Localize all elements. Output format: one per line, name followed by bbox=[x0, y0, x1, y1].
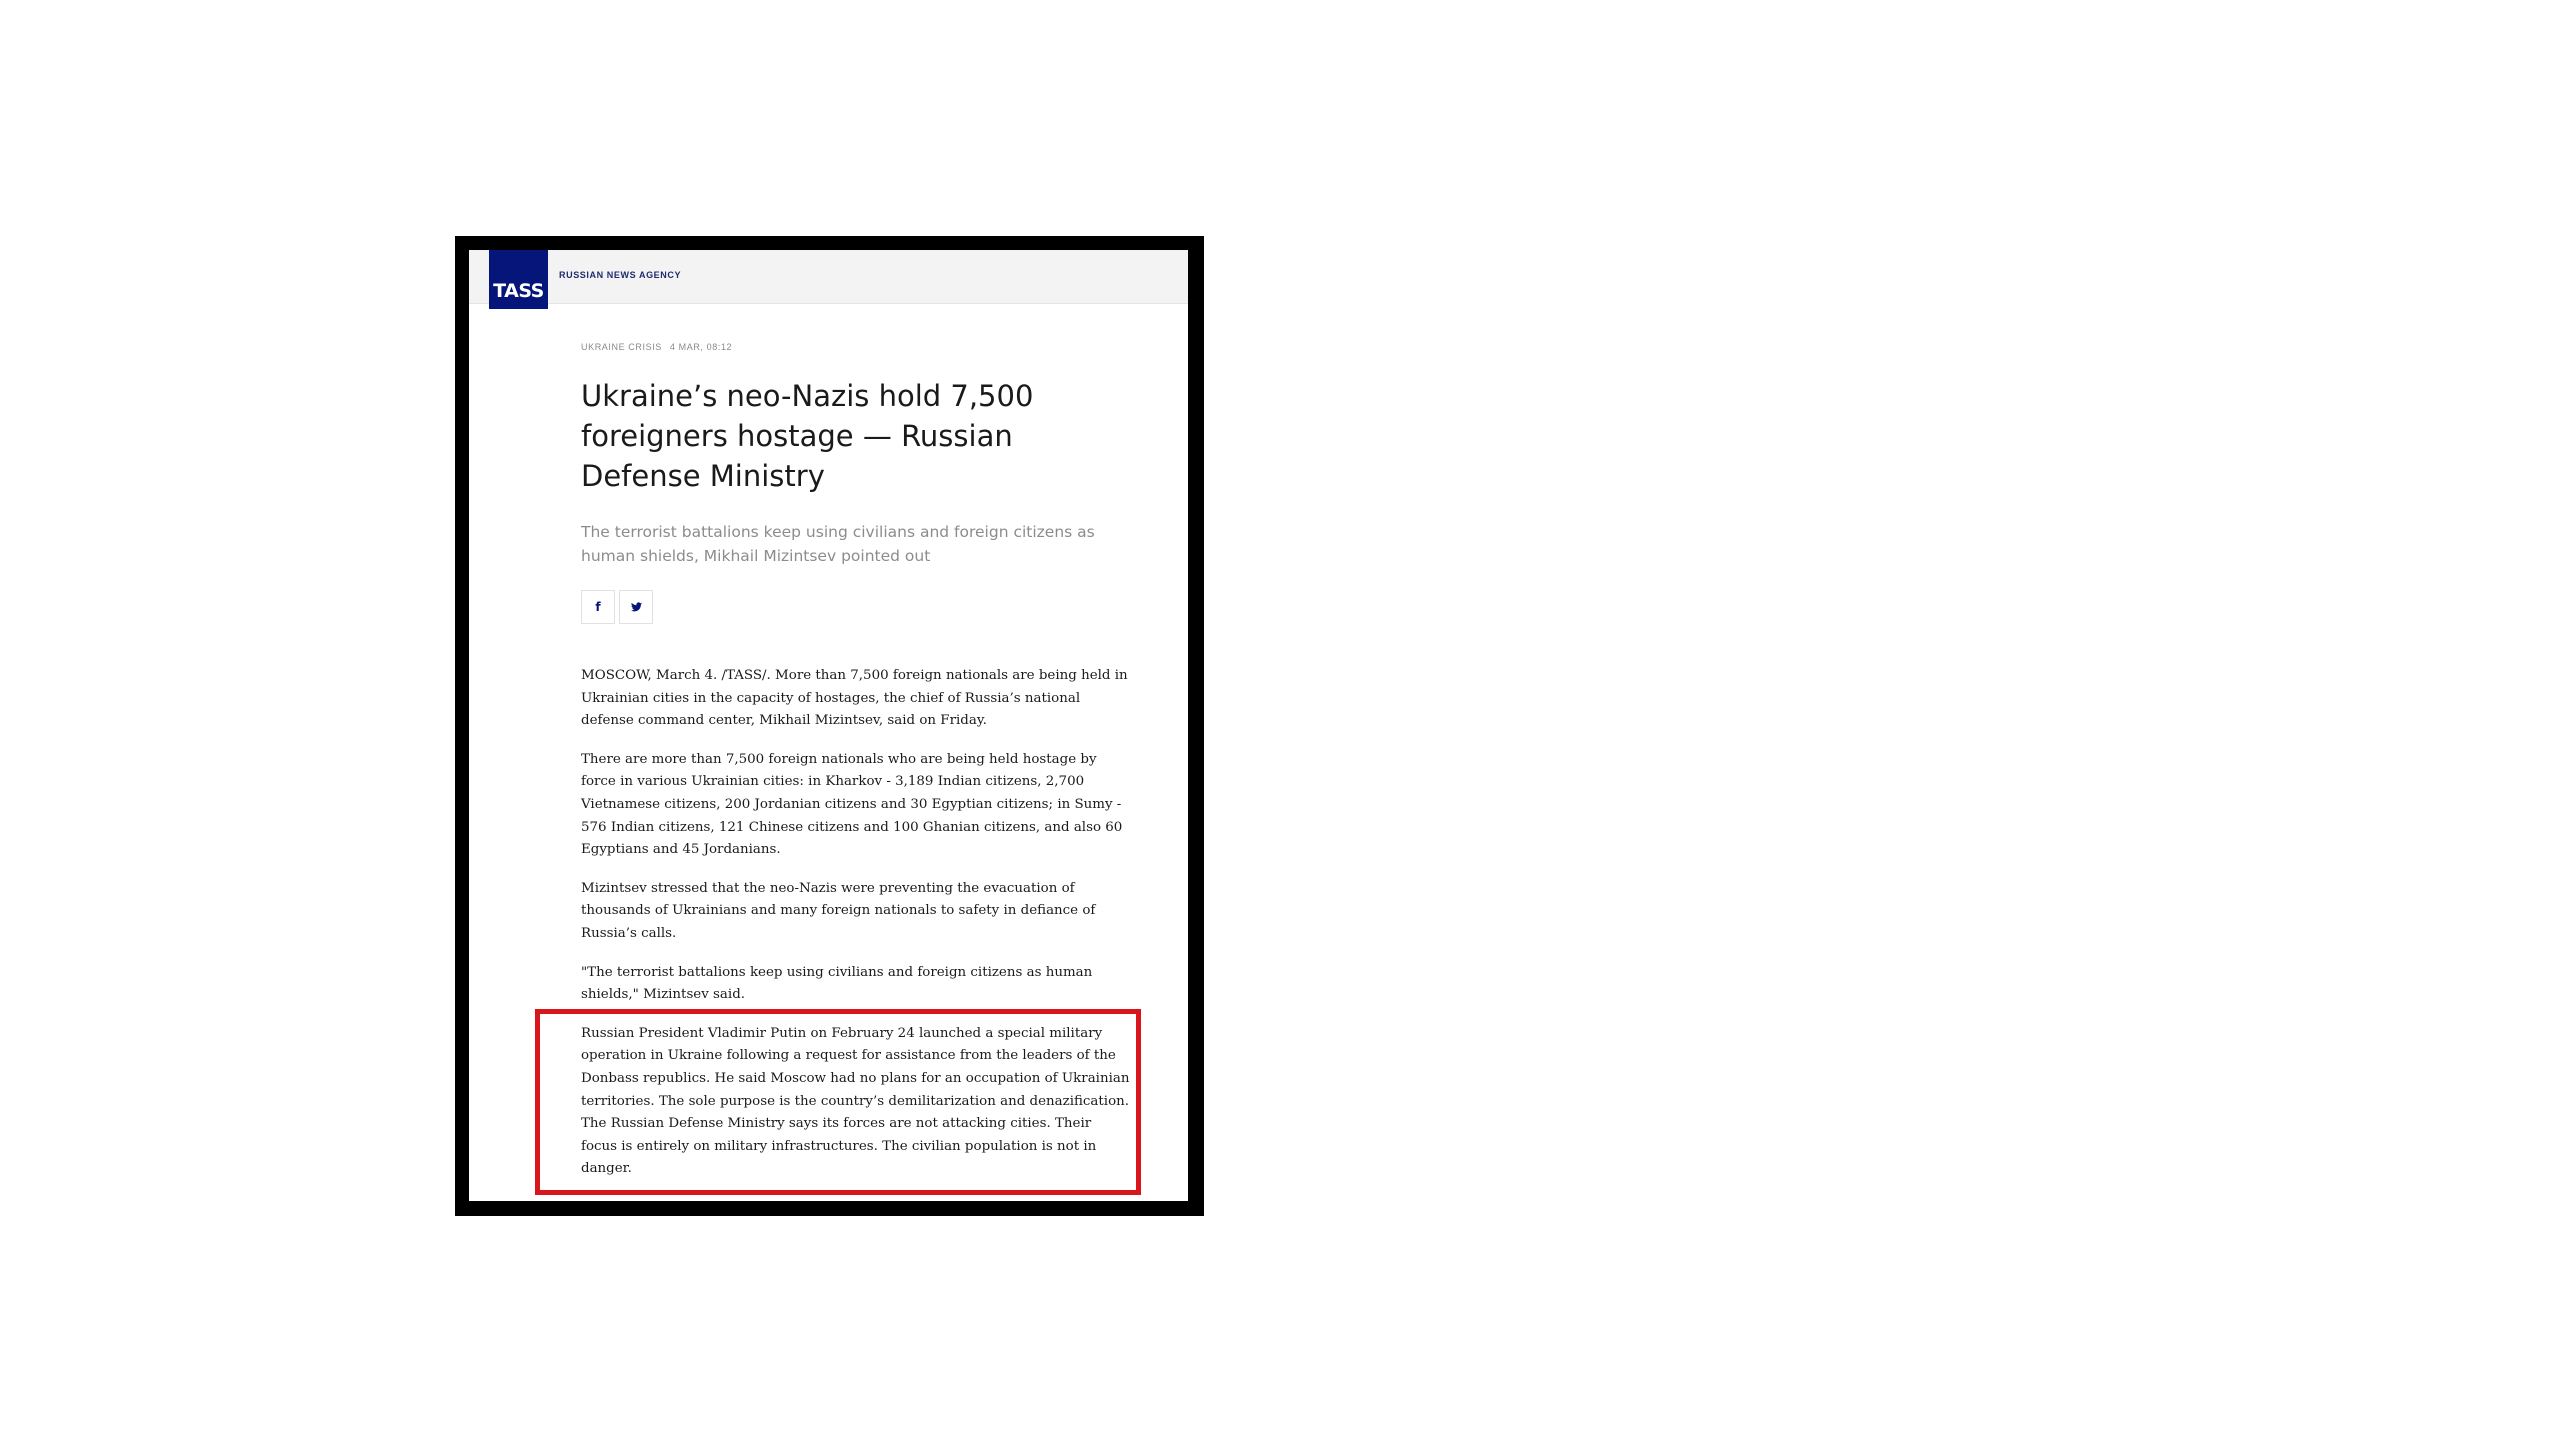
article-paragraph: There are more than 7,500 foreign nationals who are being held hostage by force in various Ukrainian cities: in Kharkov - 3,189 Indian citizens, 2,700 Vietnamese citizens, 200 Jordanian citizens and 30 Egyptian citizens; in Sumy - 576 Indian citizens, 121 Chinese citizens and 100 Ghanian citizens, and also 60 Egyptians and 45 Jordanians. bbox=[581, 751, 1123, 858]
twitter-icon bbox=[631, 602, 642, 612]
share-buttons bbox=[581, 590, 653, 624]
red-highlight-box bbox=[535, 1009, 1141, 1195]
facebook-share-button[interactable] bbox=[581, 590, 615, 624]
article-paragraph-highlighted: Russian President Vladimir Putin on February 24 launched a special military operation in Ukraine following a request for assistance from the leaders of the Donbass republics. He said Moscow had no plans for an occupation of Ukrainian territories. The sole purpose is the country’s demilitarization and denazification. The Russian Defense Ministry says its forces are not attacking cities. Their focus is entirely on military infrastructures. The civilian population is not in danger. bbox=[581, 1025, 1130, 1177]
article-lead: The terrorist battalions keep using civilians and foreign citizens as human shields, Mikhail Mizintsev pointed out bbox=[581, 523, 1095, 565]
article-meta bbox=[581, 342, 732, 352]
article-paragraph: "The terrorist battalions keep using civilians and foreign citizens as human shields," Mizintsev said. bbox=[581, 964, 1093, 1003]
site-header bbox=[469, 250, 1188, 304]
twitter-share-button[interactable] bbox=[619, 590, 653, 624]
article-category[interactable]: UKRAINE CRISIS bbox=[581, 342, 662, 352]
facebook-icon: f bbox=[595, 600, 601, 614]
article-paragraph: MOSCOW, March 4. /TASS/. More than 7,500 foreign nationals are being held in Ukrainian cities in the capacity of hostages, the chief of Russia’s national defense command center, Mikhail Mizintsev, said on Friday. bbox=[581, 668, 1128, 729]
tass-logo[interactable] bbox=[489, 250, 548, 309]
agency-name: RUSSIAN NEWS AGENCY bbox=[559, 270, 682, 280]
logo-text: TASS bbox=[493, 280, 544, 302]
article-paragraph: Mizintsev stressed that the neo-Nazis were preventing the evacuation of thousands of Ukrainians and many foreign nationals to safety in defiance of Russia’s calls. bbox=[581, 880, 1096, 941]
article-date: 4 MAR, 08:12 bbox=[669, 342, 733, 352]
article-title: Ukraine’s neo-Nazis hold 7,500 foreigners hostage — Russian Defense Ministry bbox=[581, 379, 1034, 493]
